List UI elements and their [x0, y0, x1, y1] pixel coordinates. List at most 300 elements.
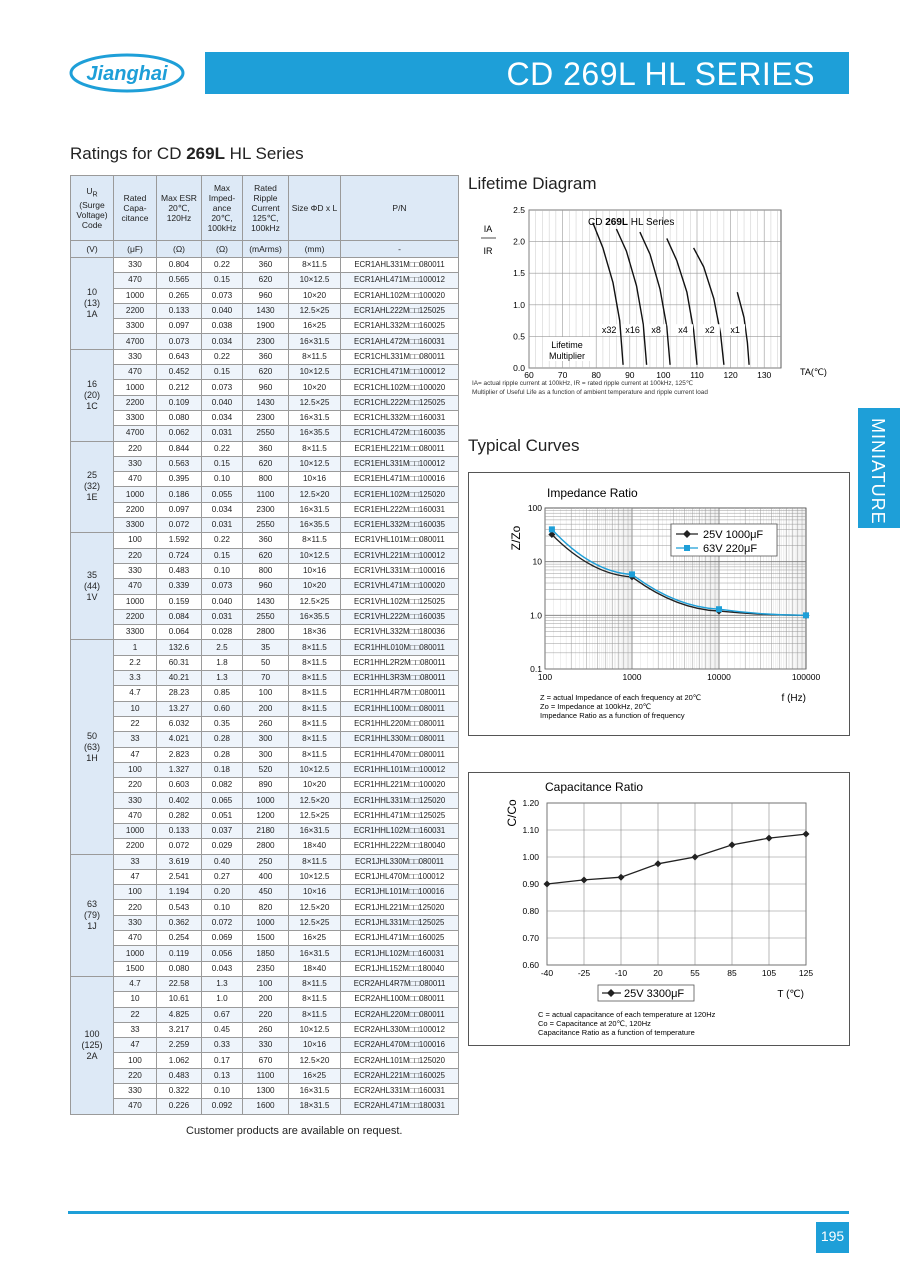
capacitance-note-1: C = actual capacitance of each temperature at 120Hz [538, 1010, 716, 1019]
pn-cell: ECR1AHL331M□□080011 [341, 258, 459, 273]
impedance-cell: 0.18 [202, 762, 243, 777]
impedance-cell: 0.069 [202, 931, 243, 946]
ripple-cell: 220 [243, 1007, 289, 1022]
ripple-cell: 2300 [243, 410, 289, 425]
table-row [71, 273, 459, 288]
size-cell: 16×31.5 [289, 946, 341, 961]
capacitance-cell: 4700 [114, 426, 157, 441]
capacitance-cell: 470 [114, 365, 157, 380]
ripple-cell: 1300 [243, 1084, 289, 1099]
side-tab-label: MINIATURE [868, 418, 888, 525]
impedance-point [803, 612, 809, 618]
size-cell: 12.5×25 [289, 303, 341, 318]
impedance-cell: 0.15 [202, 365, 243, 380]
header-ur-main: U [86, 186, 93, 197]
capacitance-cell: 2200 [114, 303, 157, 318]
impedance-y-tick: 0.1 [530, 664, 542, 674]
size-cell: 16×31.5 [289, 823, 341, 838]
esr-cell: 0.119 [157, 946, 202, 961]
size-cell: 8×11.5 [289, 732, 341, 747]
capacitance-cell: 100 [114, 885, 157, 900]
size-cell: 8×11.5 [289, 854, 341, 869]
capacitance-cell: 3300 [114, 319, 157, 334]
impedance-cell: 1.3 [202, 671, 243, 686]
esr-cell: 0.339 [157, 579, 202, 594]
capacitance-cell: 1000 [114, 946, 157, 961]
voltage-v: 16 [86, 378, 97, 389]
ripple-cell: 1430 [243, 594, 289, 609]
impedance-cell: 0.029 [202, 839, 243, 854]
esr-cell: 28.23 [157, 686, 202, 701]
capacitance-cell: 4.7 [114, 686, 157, 701]
capacitance-point [655, 860, 662, 867]
capacitance-x-tick: -10 [614, 968, 628, 978]
page-number: 195 [820, 1228, 845, 1244]
esr-cell: 0.084 [157, 609, 202, 624]
size-cell: 16×25 [289, 319, 341, 334]
voltage-code: 1J [87, 920, 97, 931]
esr-cell: 0.603 [157, 778, 202, 793]
voltage-group-cell [71, 349, 114, 441]
esr-cell: 1.194 [157, 885, 202, 900]
capacitance-cell: 1000 [114, 594, 157, 609]
pn-cell: ECR1HHL4R7M□□080011 [341, 686, 459, 701]
lifetime-x-tick: 110 [690, 370, 704, 380]
ripple-cell: 890 [243, 778, 289, 793]
pn-cell: ECR1EHL221M□□080011 [341, 441, 459, 456]
pn-cell: ECR1AHL471M□□100012 [341, 273, 459, 288]
pn-cell: ECR1VHL222M□□160035 [341, 609, 459, 624]
table-row [71, 258, 459, 273]
capacitance-y-tick: 0.80 [522, 906, 539, 916]
capacitance-point [581, 876, 588, 883]
table-row [71, 716, 459, 731]
ripple-cell: 50 [243, 655, 289, 670]
unit-cell: (mm) [289, 241, 341, 258]
esr-cell: 0.483 [157, 563, 202, 578]
voltage-surge: (20) [83, 389, 100, 400]
pn-cell: ECR1EHL471M□□100016 [341, 472, 459, 487]
esr-cell: 0.073 [157, 334, 202, 349]
size-cell: 16×25 [289, 1068, 341, 1083]
impedance-cell: 0.60 [202, 701, 243, 716]
pn-cell: ECR1CHL472M□□160035 [341, 426, 459, 441]
lifetime-x-tick: 70 [557, 370, 568, 380]
lifetime-multiplier-x1: x1 [730, 325, 740, 336]
ripple-cell: 1500 [243, 931, 289, 946]
lifetime-x-tick: 60 [524, 370, 534, 380]
esr-cell: 2.259 [157, 1038, 202, 1053]
capacitance-chart-frame [468, 772, 850, 1046]
voltage-surge: (125) [81, 1039, 103, 1050]
pn-cell: ECR1HHL102M□□160031 [341, 823, 459, 838]
ripple-cell: 1000 [243, 793, 289, 808]
capacitance-legend [598, 985, 694, 1001]
esr-cell: 0.062 [157, 426, 202, 441]
ripple-cell: 1000 [243, 915, 289, 930]
voltage-group-cell [71, 533, 114, 640]
esr-cell: 2.541 [157, 869, 202, 884]
esr-cell: 22.58 [157, 976, 202, 991]
pn-cell: ECR2AHL101M□□125020 [341, 1053, 459, 1068]
ripple-cell: 200 [243, 701, 289, 716]
ripple-cell: 330 [243, 1038, 289, 1053]
size-cell: 12.5×20 [289, 900, 341, 915]
table-row [71, 655, 459, 670]
capacitance-cell: 330 [114, 793, 157, 808]
impedance-chart-frame [468, 472, 850, 736]
impedance-legend-2: 63V 220μF [703, 543, 758, 555]
ripple-cell: 620 [243, 273, 289, 288]
pn-cell: ECR1VHL332M□□180036 [341, 625, 459, 640]
size-cell: 10×12.5 [289, 762, 341, 777]
capacitance-x-tick: 105 [761, 968, 777, 978]
size-cell: 10×16 [289, 563, 341, 578]
voltage-group-cell [71, 441, 114, 533]
voltage-code: 1C [86, 400, 98, 411]
size-cell: 8×11.5 [289, 640, 341, 655]
ripple-cell: 1600 [243, 1099, 289, 1114]
size-cell: 16×35.5 [289, 426, 341, 441]
impedance-x-tick: 1000 [622, 672, 642, 682]
section-prefix: Ratings for CD [70, 144, 187, 163]
pn-cell: ECR1AHL222M□□125025 [341, 303, 459, 318]
table-row [71, 823, 459, 838]
lifetime-x-unit: TA(℃) [800, 367, 827, 377]
impedance-x-tick: 100000 [791, 672, 821, 682]
capacitance-cell: 220 [114, 441, 157, 456]
pn-cell: ECR1HHL331M□□125020 [341, 793, 459, 808]
impedance-cell: 0.065 [202, 793, 243, 808]
impedance-cell: 0.031 [202, 426, 243, 441]
impedance-cell: 0.040 [202, 303, 243, 318]
ripple-cell: 1850 [243, 946, 289, 961]
capacitance-y-tick: 1.00 [522, 852, 539, 862]
voltage-surge: (13) [83, 297, 100, 308]
table-row [71, 931, 459, 946]
lifetime-note-1: IA= actual ripple current at 100kHz, IR = rated ripple current at 100kHz, 125℃ [472, 380, 694, 387]
size-cell: 8×11.5 [289, 686, 341, 701]
footer-line [68, 1211, 849, 1214]
pn-cell: ECR1HHL2R2M□□080011 [341, 655, 459, 670]
size-cell: 12.5×25 [289, 808, 341, 823]
size-cell: 10×12.5 [289, 456, 341, 471]
ripple-cell: 960 [243, 579, 289, 594]
esr-cell: 0.265 [157, 288, 202, 303]
header-ur-sub: R [92, 190, 98, 199]
voltage-v: 63 [86, 898, 97, 909]
impedance-y-tick: 100 [527, 503, 542, 513]
impedance-cell: 0.038 [202, 319, 243, 334]
esr-cell: 3.619 [157, 854, 202, 869]
capacitance-cell: 2200 [114, 502, 157, 517]
esr-cell: 0.402 [157, 793, 202, 808]
unit-cell: (Ω) [202, 241, 243, 258]
ripple-cell: 260 [243, 1022, 289, 1037]
capacitance-note-2: Co = Capacitance at 20℃, 120Hz [538, 1019, 651, 1028]
capacitance-y-tick: 1.10 [522, 825, 539, 835]
impedance-x-tick: 100 [537, 672, 553, 682]
ripple-cell: 800 [243, 563, 289, 578]
capacitance-x-tick: 125 [798, 968, 814, 978]
table-row [71, 395, 459, 410]
voltage-v: 10 [86, 286, 97, 297]
size-cell: 18×40 [289, 839, 341, 854]
size-cell: 16×31.5 [289, 410, 341, 425]
impedance-cell: 2.5 [202, 640, 243, 655]
impedance-chart [469, 473, 849, 735]
pn-cell: ECR2AHL331M□□160031 [341, 1084, 459, 1099]
impedance-cell: 0.028 [202, 625, 243, 640]
ripple-cell: 620 [243, 456, 289, 471]
impedance-cell: 0.13 [202, 1068, 243, 1083]
esr-cell: 0.804 [157, 258, 202, 273]
ripple-cell: 450 [243, 885, 289, 900]
table-row [71, 1038, 459, 1053]
capacitance-cell: 2200 [114, 839, 157, 854]
unit-cell: (mArms) [243, 241, 289, 258]
pn-cell: ECR1HHL3R3M□□080011 [341, 671, 459, 686]
pn-cell: ECR1VHL101M□□080011 [341, 533, 459, 548]
voltage-group-cell [71, 976, 114, 1114]
capacitance-cell: 100 [114, 533, 157, 548]
size-cell: 10×20 [289, 288, 341, 303]
size-cell: 18×40 [289, 961, 341, 976]
series-title: CD 269L HL SERIES [506, 56, 815, 92]
pn-cell: ECR2AHL100M□□080011 [341, 992, 459, 1007]
esr-cell: 4.021 [157, 732, 202, 747]
impedance-cell: 0.17 [202, 1053, 243, 1068]
table-row [71, 885, 459, 900]
page-number-box [816, 1222, 849, 1253]
header-rated-cap: Rated Capa- citance [114, 176, 157, 241]
esr-cell: 6.032 [157, 716, 202, 731]
table-row [71, 732, 459, 747]
capacitance-cell: 330 [114, 563, 157, 578]
impedance-cell: 0.073 [202, 579, 243, 594]
unit-cell: (V) [71, 241, 114, 258]
size-cell: 8×11.5 [289, 349, 341, 364]
voltage-group-cell [71, 640, 114, 854]
pn-cell: ECR1JHL330M□□080011 [341, 854, 459, 869]
esr-cell: 1.062 [157, 1053, 202, 1068]
capacitance-cell: 47 [114, 1038, 157, 1053]
voltage-code: 1E [86, 492, 98, 503]
pn-cell: ECR1VHL102M□□125025 [341, 594, 459, 609]
capacitance-cell: 100 [114, 762, 157, 777]
esr-cell: 60.31 [157, 655, 202, 670]
capacitance-cell: 47 [114, 747, 157, 762]
header-max-imp: Max Imped- ance 20℃, 100kHz [202, 176, 243, 241]
size-cell: 12.5×20 [289, 1053, 341, 1068]
table-row [71, 854, 459, 869]
ripple-cell: 800 [243, 472, 289, 487]
esr-cell: 10.61 [157, 992, 202, 1007]
impedance-cell: 0.043 [202, 961, 243, 976]
pn-cell: ECR1HHL101M□□100012 [341, 762, 459, 777]
pn-cell: ECR1EHL222M□□160031 [341, 502, 459, 517]
capacitance-chart [469, 773, 849, 1045]
voltage-surge: (63) [83, 741, 100, 752]
capacitance-cell: 3300 [114, 410, 157, 425]
table-row [71, 1099, 459, 1114]
capacitance-cell: 220 [114, 548, 157, 563]
ripple-cell: 300 [243, 732, 289, 747]
table-row [71, 380, 459, 395]
table-row [71, 518, 459, 533]
impedance-cell: 1.3 [202, 976, 243, 991]
voltage-code: 2A [86, 1050, 98, 1061]
ripple-cell: 2800 [243, 625, 289, 640]
capacitance-point [729, 841, 736, 848]
impedance-cell: 0.22 [202, 258, 243, 273]
capacitance-y-tick: 0.90 [522, 879, 539, 889]
capacitance-cell: 220 [114, 1068, 157, 1083]
impedance-y-tick: 10 [532, 556, 542, 567]
ripple-cell: 70 [243, 671, 289, 686]
esr-cell: 0.072 [157, 518, 202, 533]
impedance-cell: 0.056 [202, 946, 243, 961]
capacitance-point [803, 831, 810, 838]
impedance-cell: 0.034 [202, 334, 243, 349]
capacitance-cell: 470 [114, 1099, 157, 1114]
impedance-xlabel: f (Hz) [781, 693, 806, 704]
capacitance-cell: 4700 [114, 334, 157, 349]
capacitance-cell: 47 [114, 869, 157, 884]
size-cell: 10×12.5 [289, 273, 341, 288]
size-cell: 10×16 [289, 1038, 341, 1053]
lifetime-y-tick: 1.0 [513, 299, 525, 310]
size-cell: 16×31.5 [289, 334, 341, 349]
size-cell: 10×12.5 [289, 869, 341, 884]
capacitance-cell: 100 [114, 1053, 157, 1068]
capacitance-cell: 33 [114, 854, 157, 869]
ripple-cell: 360 [243, 258, 289, 273]
size-cell: 16×35.5 [289, 609, 341, 624]
size-cell: 8×11.5 [289, 533, 341, 548]
impedance-title: Impedance Ratio [547, 486, 638, 500]
capacitance-x-tick: 55 [690, 968, 700, 978]
section-suffix: HL Series [224, 144, 304, 163]
impedance-cell: 0.092 [202, 1099, 243, 1114]
lifetime-multiplier-x8: x8 [651, 325, 661, 336]
ripple-cell: 360 [243, 441, 289, 456]
lifetime-curve-x32 [593, 223, 623, 365]
ripple-cell: 960 [243, 380, 289, 395]
impedance-point [629, 571, 635, 577]
pn-cell: ECR1HHL220M□□080011 [341, 716, 459, 731]
impedance-cell: 0.082 [202, 778, 243, 793]
capacitance-cell: 2.2 [114, 655, 157, 670]
esr-cell: 4.825 [157, 1007, 202, 1022]
size-cell: 8×11.5 [289, 716, 341, 731]
lifetime-y-tick: 2.5 [513, 205, 525, 215]
table-row [71, 472, 459, 487]
capacitance-y-tick: 0.60 [522, 960, 539, 970]
pn-cell: ECR1EHL332M□□160035 [341, 518, 459, 533]
capacitance-cell: 2200 [114, 395, 157, 410]
impedance-cell: 0.15 [202, 456, 243, 471]
esr-cell: 0.483 [157, 1068, 202, 1083]
table-row [71, 701, 459, 716]
capacitance-cell: 22 [114, 1007, 157, 1022]
table-row [71, 502, 459, 517]
size-cell: 12.5×25 [289, 594, 341, 609]
table-row [71, 1053, 459, 1068]
table-row [71, 533, 459, 548]
pn-cell: ECR1VHL331M□□100016 [341, 563, 459, 578]
capacitance-cell: 330 [114, 915, 157, 930]
esr-cell: 0.064 [157, 625, 202, 640]
capacitance-xlabel: T (℃) [777, 989, 804, 1000]
table-row [71, 288, 459, 303]
lifetime-curve-x4 [667, 238, 697, 364]
table-row [71, 1068, 459, 1083]
capacitance-note-3: Capacitance Ratio as a function of temperature [538, 1028, 695, 1037]
ripple-cell: 1430 [243, 303, 289, 318]
table-row [71, 319, 459, 334]
ripple-cell: 1100 [243, 487, 289, 502]
pn-cell: ECR1EHL331M□□100012 [341, 456, 459, 471]
ripple-cell: 1900 [243, 319, 289, 334]
capacitance-cell: 470 [114, 931, 157, 946]
size-cell: 8×11.5 [289, 747, 341, 762]
pn-cell: ECR1JHL221M□□125020 [341, 900, 459, 915]
capacitance-cell: 220 [114, 778, 157, 793]
impedance-cell: 0.40 [202, 854, 243, 869]
header-size: Size ΦD x L [289, 176, 341, 241]
header-pn: P/N [341, 176, 459, 241]
impedance-cell: 0.034 [202, 502, 243, 517]
ripple-cell: 300 [243, 747, 289, 762]
table-row [71, 869, 459, 884]
size-cell: 12.5×20 [289, 793, 341, 808]
unit-cell: - [341, 241, 459, 258]
impedance-x-tick: 10000 [707, 672, 731, 682]
ripple-cell: 2300 [243, 502, 289, 517]
impedance-cell: 0.10 [202, 472, 243, 487]
capacitance-cell: 1500 [114, 961, 157, 976]
esr-cell: 40.21 [157, 671, 202, 686]
header-ripple: Rated Ripple Current 125℃, 100kHz [243, 176, 289, 241]
voltage-code: 1H [86, 752, 98, 763]
table-row [71, 1022, 459, 1037]
capacitance-legend-1: 25V 3300μF [624, 988, 685, 1000]
voltage-surge: (32) [83, 481, 100, 492]
table-row [71, 839, 459, 854]
table-row [71, 640, 459, 655]
size-cell: 16×35.5 [289, 518, 341, 533]
ratings-table [70, 175, 459, 1115]
lifetime-y-tick: 0.5 [513, 331, 525, 342]
esr-cell: 1.592 [157, 533, 202, 548]
size-cell: 8×11.5 [289, 1007, 341, 1022]
table-row [71, 579, 459, 594]
voltage-group-cell [71, 854, 114, 976]
ripple-cell: 100 [243, 976, 289, 991]
pn-cell: ECR1HHL330M□□080011 [341, 732, 459, 747]
pn-cell: ECR1HHL471M□□125025 [341, 808, 459, 823]
pn-cell: ECR1EHL102M□□125020 [341, 487, 459, 502]
size-cell: 8×11.5 [289, 258, 341, 273]
pn-cell: ECR1AHL102M□□100020 [341, 288, 459, 303]
esr-cell: 0.724 [157, 548, 202, 563]
ripple-cell: 360 [243, 533, 289, 548]
esr-cell: 0.844 [157, 441, 202, 456]
voltage-surge: (79) [83, 909, 100, 920]
esr-cell: 0.080 [157, 961, 202, 976]
impedance-cell: 0.10 [202, 1084, 243, 1099]
